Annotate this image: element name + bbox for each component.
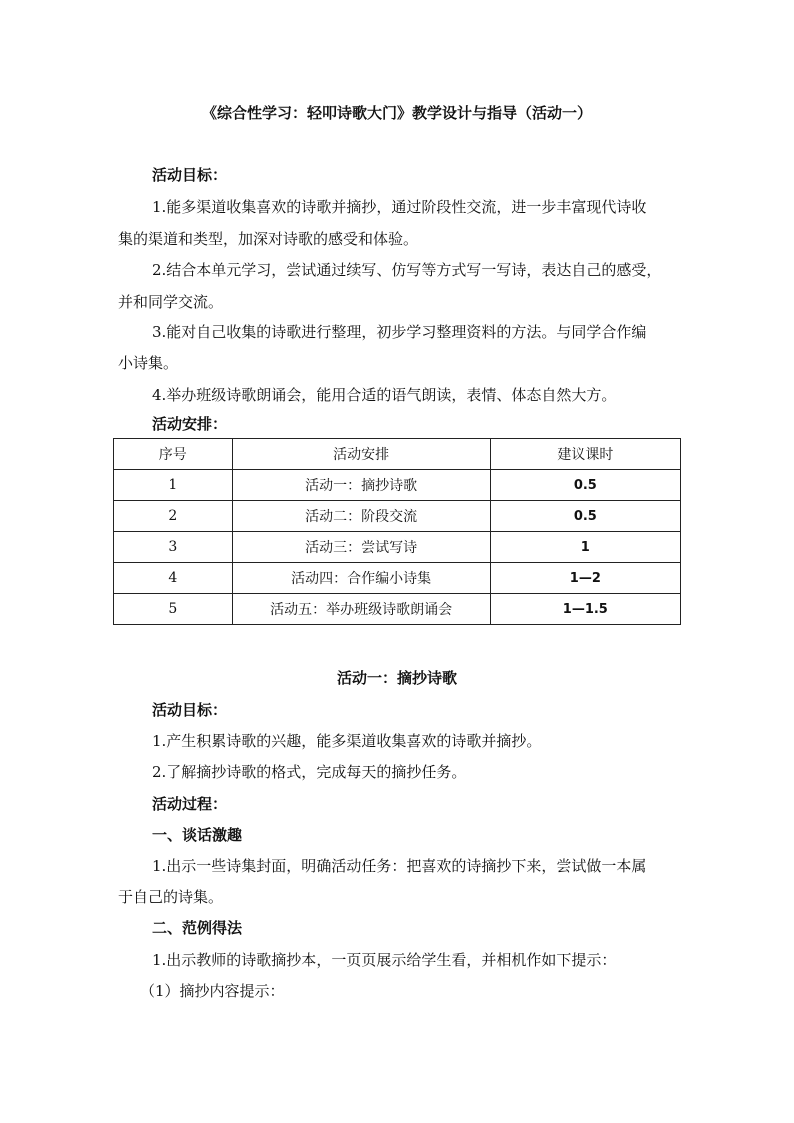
row-activity: 活动五：举办班级诗歌朗诵会	[232, 594, 490, 625]
goal-2-line-1: 2.结合本单元学习，尝试通过续写、仿写等方式写一写诗，表达自己的感受，	[152, 261, 662, 279]
activity1-goal-2: 2.了解摘抄诗歌的格式，完成每天的摘抄任务。	[152, 763, 467, 781]
section-1-line-1: 1.出示一些诗集封面，明确活动任务：把喜欢的诗摘抄下来，尝试做一本属	[152, 857, 647, 875]
table-row	[114, 470, 681, 501]
table-header-cell: 序号	[114, 439, 233, 470]
row-hours: 0.5	[490, 470, 680, 501]
schedule-table	[113, 438, 681, 625]
row-activity: 活动三：尝试写诗	[232, 532, 490, 563]
row-number: 2	[114, 501, 233, 532]
goal-3-line-2: 小诗集。	[118, 354, 179, 372]
table-header-cell: 建议课时	[490, 439, 680, 470]
table-row	[114, 501, 681, 532]
activity1-goals-heading: 活动目标：	[152, 701, 228, 719]
page-title: 《综合性学习：轻叩诗歌大门》教学设计与指导（活动一）	[201, 104, 592, 122]
goals-heading: 活动目标：	[152, 166, 228, 184]
section-1-line-2: 于自己的诗集。	[118, 888, 224, 906]
table-row	[114, 532, 681, 563]
goal-1-line-1: 1.能多渠道收集喜欢的诗歌并摘抄，通过阶段性交流，进一步丰富现代诗收	[152, 198, 647, 216]
row-hours: 1	[490, 532, 680, 563]
goal-3-line-1: 3.能对自己收集的诗歌进行整理，初步学习整理资料的方法。与同学合作编	[152, 323, 647, 341]
row-activity: 活动二：阶段交流	[232, 501, 490, 532]
section-1-heading: 一、谈话激趣	[152, 826, 243, 844]
activity1-goal-1: 1.产生积累诗歌的兴趣，能多渠道收集喜欢的诗歌并摘抄。	[152, 732, 542, 750]
activity1-process-heading: 活动过程：	[152, 795, 228, 813]
row-hours: 0.5	[490, 501, 680, 532]
row-activity: 活动一：摘抄诗歌	[232, 470, 490, 501]
row-number: 4	[114, 563, 233, 594]
table-header-cell: 活动安排	[232, 439, 490, 470]
schedule-heading: 活动安排：	[152, 415, 228, 433]
row-activity: 活动四：合作编小诗集	[232, 563, 490, 594]
row-number: 3	[114, 532, 233, 563]
section-2-heading: 二、范例得法	[152, 919, 243, 937]
activity1-heading: 活动一：摘抄诗歌	[336, 669, 457, 687]
row-hours: 1—2	[490, 563, 680, 594]
table-row	[114, 563, 681, 594]
row-hours: 1—1.5	[490, 594, 680, 625]
section-2-line-2: （1）摘抄内容提示：	[140, 982, 285, 1000]
row-number: 5	[114, 594, 233, 625]
goal-2-line-2: 并和同学交流。	[118, 293, 224, 311]
table-header-row	[114, 439, 681, 470]
table-row	[114, 594, 681, 625]
goal-1-line-2: 集的渠道和类型，加深对诗歌的感受和体验。	[118, 230, 419, 248]
section-2-line-1: 1.出示教师的诗歌摘抄本，一页页展示给学生看，并相机作如下提示：	[152, 951, 617, 969]
goal-4-line-1: 4.举办班级诗歌朗诵会，能用合适的语气朗读，表情、体态自然大方。	[152, 386, 617, 404]
row-number: 1	[114, 470, 233, 501]
